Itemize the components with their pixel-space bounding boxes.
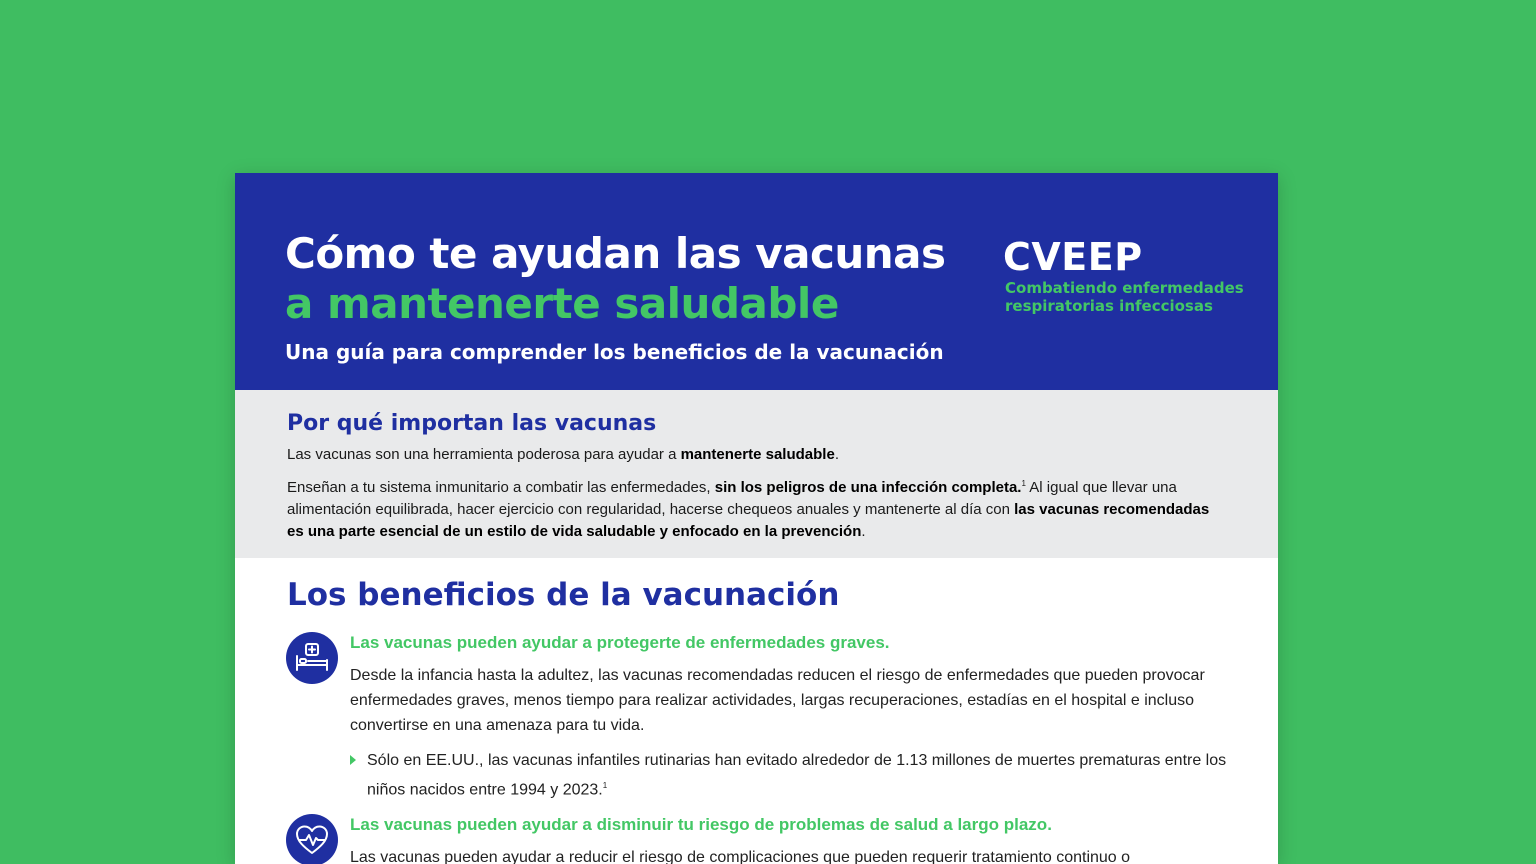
fact-sheet-page	[235, 173, 1278, 864]
why-p2-bold: sin los peligros de una infección completa.	[714, 479, 1022, 496]
brand-logo: CVEEP	[1003, 235, 1143, 279]
bullet-text	[367, 748, 1227, 802]
page-title-line1: Cómo te ayudan las vacunas	[285, 229, 946, 278]
heart-pulse-icon	[286, 814, 338, 864]
benefit-title-2: Las vacunas pueden ayudar a disminuir tu riesgo de problemas de salud a largo plazo.	[350, 815, 1052, 834]
bullet-footnote-ref: 1	[602, 781, 608, 790]
page-subtitle: Una guía para comprender los beneficios de la vacunación	[285, 340, 944, 364]
why-section	[235, 390, 1278, 558]
why-p1-end: .	[834, 446, 839, 463]
brand-tagline: Combatiendo enfermedades respiratorias infecciosas	[1005, 279, 1244, 315]
why-paragraph-1	[287, 444, 1227, 466]
bullet-arrow-icon	[350, 755, 356, 765]
benefit-body-1: Desde la infancia hasta la adultez, las vacunas recomendadas reducen el riesgo de enfermedades que pueden provocar enfermedades graves, menos tiempo para realizar actividades, largas recuperaciones, estadías en el hospital e incluso convertirse en una amenaza para tu vida.	[350, 667, 1205, 734]
footnote-ref: 1	[1021, 479, 1026, 488]
why-p1-bold: mantenerte saludable	[680, 446, 835, 463]
header-banner	[235, 173, 1278, 390]
why-p2-end: .	[861, 523, 866, 540]
why-p2-bold-2: las vacunas recomendadas es una parte esencial de un estilo de vida saludable y enfocado en la prevención	[287, 501, 1210, 540]
why-p2-text-2: Al igual que llevar una alimentación equilibrada, hacer ejercicio con regularidad, hacerse chequeos anuales y mantenerte al día con	[287, 479, 1177, 518]
benefits-heading: Los beneficios de la vacunación	[287, 577, 840, 613]
why-p2-text: Enseñan a tu sistema inmunitario a combatir las enfermedades,	[287, 479, 715, 496]
why-heading: Por qué importan las vacunas	[287, 411, 657, 436]
bullet-text-main: Sólo en EE.UU., las vacunas infantiles rutinarias han evitado alrededor de 1.13 millones de muertes prematuras entre los niños nacidos entre 1994 y 2023.	[367, 752, 1227, 799]
hospital-bed-icon	[286, 632, 338, 684]
why-p1-text: Las vacunas son una herramienta poderosa para ayudar a	[287, 446, 681, 463]
benefit-body-2: Las vacunas pueden ayudar a reducir el riesgo de complicaciones que pueden requerir tratamiento continuo o	[350, 849, 1131, 864]
page-title-line2: a mantenerte saludable	[285, 279, 839, 328]
benefit-title-1: Las vacunas pueden ayudar a protegerte de enfermedades graves.	[350, 633, 890, 652]
why-paragraph-2	[287, 473, 1227, 543]
